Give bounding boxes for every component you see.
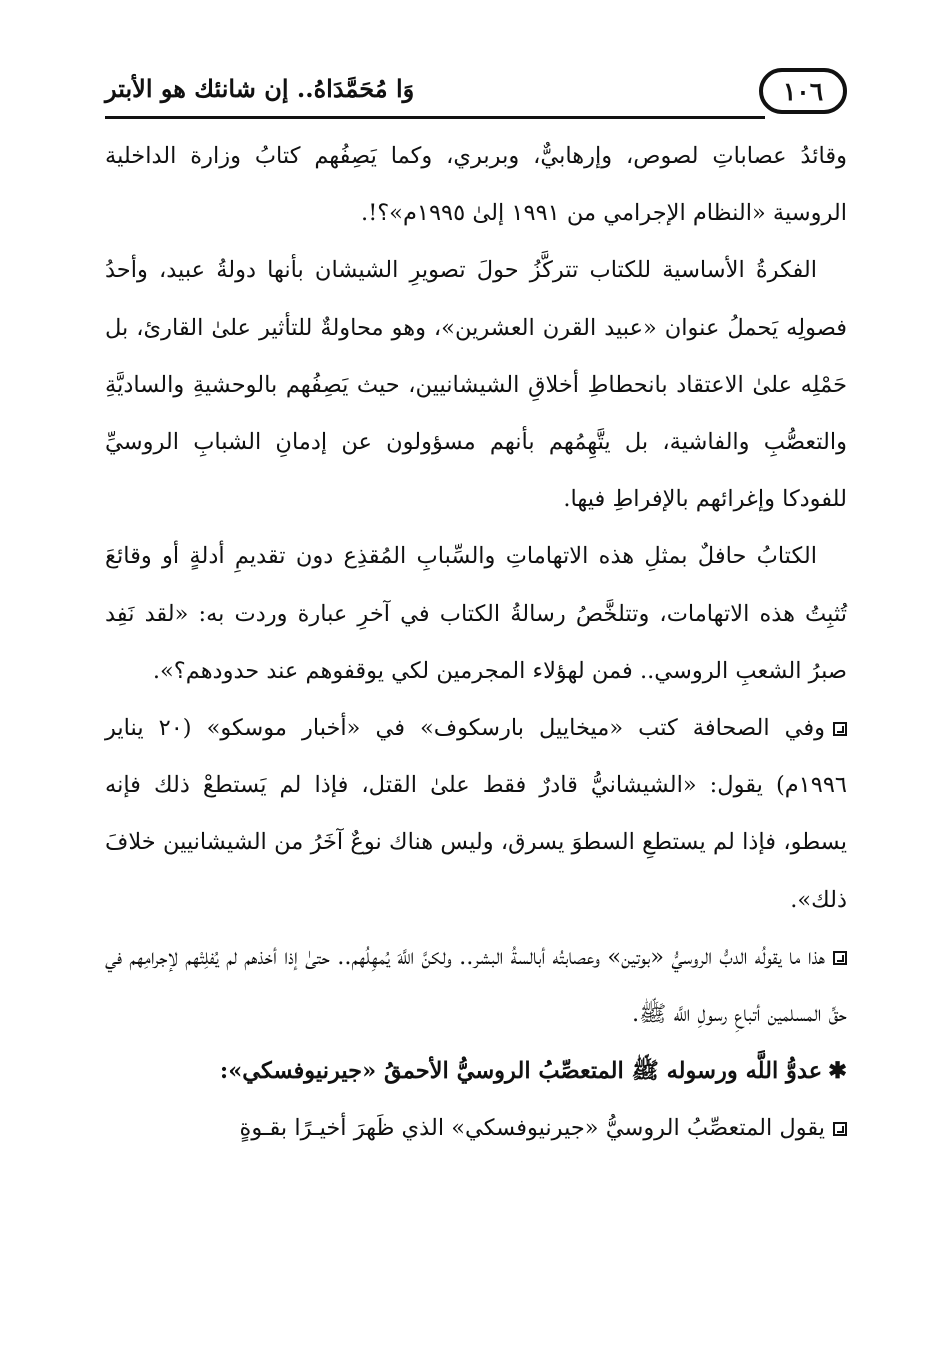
page-number-badge — [759, 68, 847, 114]
paragraph-5-text: هذا ما يقولُه الدبُّ الروسيُّ «بوتين» وعصابتُه أبالسةُ البشر.. ولكنَّ اللَّهَ يُمهِلُهم.. حتىٰ إذا أخذهم لم يُفلِتْهم لإجرامِهم في حقِّ المسلمين أتباعِ رسولِ اللَّه ﷺ. — [105, 943, 847, 1028]
paragraph-4-text: وفي الصحافة كتب «ميخاييل بارسكوف» في «أخبار موسكو» (٢٠ يناير ١٩٩٦م) يقول: «الشيشانيُّ قادرٌ فقط علىٰ القتل، فإذا لم يَستطعْ ذلك فإنه يسطو، فإذا لم يستطعِ السطوَ يسرق، وليس هناك نوعٌ آخَرُ من الشيشانيين خلافَ ذلك». — [105, 715, 847, 913]
section-heading-text: عدوُّ اللَّه ورسوله ﷺ المتعصِّبُ الروسيُّ الأحمقُ «جيرنيوفسكي»: — [219, 1058, 823, 1085]
asterisk-icon: ✱ — [828, 1058, 847, 1085]
paragraph-5 — [105, 929, 847, 1043]
square-bullet-icon — [833, 951, 847, 965]
paragraph-4 — [105, 700, 847, 929]
page-header — [105, 58, 847, 120]
paragraph-2 — [105, 242, 847, 528]
page-number: ١٠٦ — [782, 76, 824, 106]
paragraph-1-text: وقائدُ عصاباتِ لصوص، وإرهابيٌّ، وبربري، وكما يَصِفُهم كتابُ وزارة الداخلية الروسية «النظام الإجرامي من ١٩٩١ إلىٰ ١٩٩٥م»؟!. — [105, 143, 847, 227]
page-body — [105, 128, 847, 1158]
section-heading — [105, 1043, 847, 1100]
running-title: وَا مُحَمَّدَاهُ.. إن شانئك هو الأبتر — [105, 74, 415, 103]
paragraph-1 — [105, 128, 847, 242]
square-bullet-icon — [833, 1122, 847, 1136]
paragraph-3 — [105, 528, 847, 700]
paragraph-2-text: الفكرةُ الأساسية للكتاب تتركَّزُ حولَ تصويرِ الشيشان بأنها دولةُ عبيد، وأحدُ فصولِه يَحملُ عنوان «عبيد القرن العشرين»، وهو محاولةٌ للتأثير علىٰ القارئ، بل حَمْلِه علىٰ الاعتقاد بانحطاطِ أخلاقِ الشيشانيين، حيث يَصِفُهم بالوحشيةِ والساديَّةِ والتعصُّبِ والفاشية، بل يتَّهِمُهم بأنهم مسؤولون عن إدمانِ الشبابِ الروسيِّ للفودكا وإغرائهم بالإفراطِ فيها. — [105, 257, 848, 513]
paragraph-3-text: الكتابُ حافلٌ بمثلِ هذه الاتهاماتِ والسِّبابِ المُقذِع دون تقديمِ أدلةٍ أو وقائعَ تُثبِتُ هذه الاتهامات، وتتلخَّصُ رسالةُ الكتاب في آخرِ عبارة وردت به: «لقد نَفِد صبرُ الشعبِ الروسي.. فمن لهؤلاء المجرمين لكي يوقفوهم عند حدودهم؟». — [105, 543, 847, 684]
square-bullet-icon — [833, 722, 847, 736]
header-rule — [105, 116, 765, 119]
paragraph-7-text: يقول المتعصِّبُ الروسيُّ «جيرنيوفسكي» الذي ظَهرَ أخيـرًا بقـوةٍ — [239, 1115, 825, 1142]
paragraph-7 — [105, 1100, 847, 1157]
